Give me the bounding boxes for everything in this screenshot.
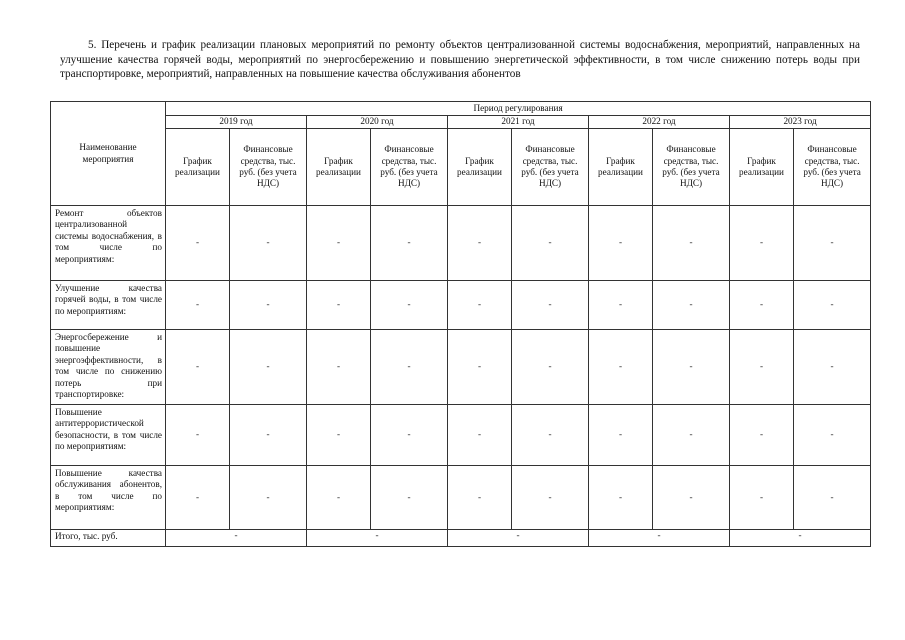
table-cell: - [230,466,307,530]
table-cell: - [166,206,230,281]
schedule-subheader: График реализации [307,129,371,206]
table-cell: - [448,405,512,466]
year-header: 2023 год [730,116,871,129]
table-cell: - [794,466,871,530]
year-header: 2020 год [307,116,448,129]
table-row [51,206,871,281]
table-cell: - [512,405,589,466]
table-cell: - [653,466,730,530]
table-cell: - [448,466,512,530]
table-cell: - [230,330,307,405]
table-cell: - [653,206,730,281]
table-cell: - [653,330,730,405]
total-cell: - [307,530,448,547]
schedule-subheader: График реализации [730,129,794,206]
table-cell: - [166,281,230,330]
table-cell: - [512,281,589,330]
year-header: 2022 год [589,116,730,129]
section-heading-text: 5. Перечень и график реализации плановых мероприятий по ремонту объектов централизованной системы водоснабжения, мероприятий, направленных на улучшение качества горячей воды, мероприятий по энергосбережению и повышению энергетической эффективности, в том числе снижению потерь воды при транспортировке, мероприятий, направленных на повышение качества обслуживания абонентов [60,39,860,80]
table-cell: - [794,281,871,330]
table-cell: - [230,281,307,330]
table-row [51,405,871,466]
table-cell: - [371,330,448,405]
period-header: Период регулирования [166,102,871,116]
table-cell: - [371,281,448,330]
finance-subheader: Финансовые средства, тыс. руб. (без учета НДС) [230,129,307,206]
table-cell: - [307,330,371,405]
table-cell: - [653,405,730,466]
table-cell: - [589,281,653,330]
table-cell: - [230,405,307,466]
table-cell: - [512,206,589,281]
measure-name: Повышение качества обслуживания абонентов, в том числе по мероприятиям: [51,466,166,530]
table-cell: - [307,206,371,281]
table-row [51,330,871,405]
table-cell: - [512,330,589,405]
table-row [51,466,871,530]
measures-table [50,101,871,547]
finance-subheader: Финансовые средства, тыс. руб. (без учета НДС) [653,129,730,206]
year-header: 2019 год [166,116,307,129]
table-cell: - [371,466,448,530]
measure-name: Ремонт объектов централизованной системы водоснабжения, в том числе по мероприятиям: [51,206,166,281]
total-cell: - [448,530,589,547]
table-cell: - [166,405,230,466]
finance-subheader: Финансовые средства, тыс. руб. (без учета НДС) [371,129,448,206]
table-cell: - [589,206,653,281]
schedule-subheader: График реализации [166,129,230,206]
table-cell: - [307,405,371,466]
schedule-subheader: График реализации [448,129,512,206]
table-cell: - [448,330,512,405]
table-row [51,281,871,330]
measure-name: Энергосбережение и повышение энергоэффективности, в том числе по снижению потерь при транспортировке: [51,330,166,405]
measure-name: Улучшение качества горячей воды, в том числе по мероприятиям: [51,281,166,330]
table-cell: - [794,330,871,405]
table-cell: - [730,281,794,330]
table-cell: - [730,466,794,530]
table-cell: - [166,330,230,405]
table-cell: - [448,206,512,281]
section-heading [60,38,860,82]
table-cell: - [371,206,448,281]
table-cell: - [448,281,512,330]
table-cell: - [166,466,230,530]
total-row [51,530,871,547]
schedule-subheader: График реализации [589,129,653,206]
table-cell: - [307,281,371,330]
total-label: Итого, тыс. руб. [51,530,166,547]
measure-name: Повышение антитеррористической безопасности, в том числе по мероприятиям: [51,405,166,466]
finance-subheader: Финансовые средства, тыс. руб. (без учета НДС) [794,129,871,206]
table-cell: - [589,330,653,405]
table-cell: - [730,405,794,466]
table-cell: - [730,206,794,281]
finance-subheader: Финансовые средства, тыс. руб. (без учета НДС) [512,129,589,206]
table-cell: - [794,206,871,281]
year-header: 2021 год [448,116,589,129]
total-cell: - [166,530,307,547]
table-cell: - [589,466,653,530]
table-cell: - [794,405,871,466]
table-cell: - [230,206,307,281]
total-cell: - [589,530,730,547]
table-cell: - [512,466,589,530]
table-cell: - [730,330,794,405]
table-cell: - [589,405,653,466]
table-cell: - [307,466,371,530]
table-cell: - [371,405,448,466]
table-cell: - [653,281,730,330]
name-column-header: Наименование мероприятия [51,102,166,206]
total-cell: - [730,530,871,547]
